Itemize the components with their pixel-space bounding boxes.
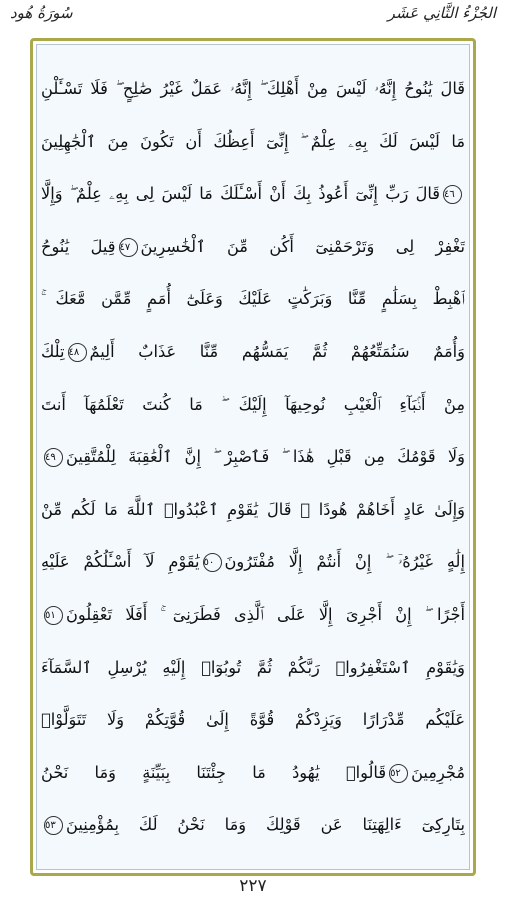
line-text: وَيَٰقَوْمِ ٱسْتَغْفِرُوا۟ رَبَّكُمْ ثُمَّ تُوبُوٓا۟ إِلَيْهِ يُرْسِلِ ٱلسَّمَآءَ <box>41 657 465 677</box>
quran-line <box>41 63 465 116</box>
line-text: مَا لَيْسَ لَكَ بِهِۦ عِلْمٌ ۖ إِنِّىٓ أَعِظُكَ أَن تَكُونَ مِنَ ٱلْجَٰهِلِينَ <box>41 131 465 151</box>
line-text-after: قِيلَ يَٰنُوحُ <box>41 236 116 256</box>
quran-line <box>41 799 465 852</box>
ayah-number-marker: ٤٨ <box>68 343 87 362</box>
ayah-number-marker: ٤٩ <box>44 448 63 467</box>
quran-line <box>41 273 465 326</box>
line-text: قَالَ يَٰنُوحُ إِنَّهُۥ لَيْسَ مِنْ أَهْلِكَ ۖ إِنَّهُۥ عَمَلٌ غَيْرُ صَٰلِحٍ ۖ فَلَا تَسْـَٔلْنِ <box>41 79 465 98</box>
quran-line <box>41 221 465 274</box>
quran-line <box>41 379 465 432</box>
juz-name-header: الجُزْءُ الثَّانِي عَشَر <box>387 4 496 22</box>
ayah-number-marker: ٥١ <box>44 606 63 625</box>
quran-line <box>41 168 465 221</box>
quran-line <box>41 642 465 695</box>
quran-line <box>41 589 465 642</box>
line-text: مِنْ أَنۢبَآءِ ٱلْغَيْبِ نُوحِيهَآ إِلَيْكَ ۖ مَا كُنتَ تَعْلَمُهَآ أَنتَ <box>41 394 465 414</box>
line-text: وَلَا قَوْمُكَ مِن قَبْلِ هَٰذَا ۖ فَٱصْبِرْ ۖ إِنَّ ٱلْعَٰقِبَةَ لِلْمُتَّقِينَ <box>66 447 465 467</box>
line-text: عَلَيْكُم مِّدْرَارًا وَيَزِدْكُمْ قُوَّةً إِلَىٰ قُوَّتِكُمْ وَلَا تَتَوَلَّوْا۟ <box>41 710 465 730</box>
quran-line <box>41 326 465 379</box>
surah-name-header: سُورَةُ هُود <box>10 4 73 22</box>
line-text: بِتَارِكِىٓ ءَالِهَتِنَا عَن قَوْلِكَ وَمَا نَحْنُ لَكَ بِمُؤْمِنِينَ <box>66 815 465 835</box>
line-text: وَإِلَىٰ عَادٍ أَخَاهُمْ هُودًا ۚ قَالَ يَٰقَوْمِ ٱعْبُدُوا۟ ٱللَّهَ مَا لَكُم مِّنْ <box>41 499 465 519</box>
ayah-number-marker: ٥٠ <box>203 553 222 572</box>
line-text-after: تِلْكَ <box>41 341 65 361</box>
ayah-number-marker: ٤٦ <box>443 185 462 204</box>
line-text-after: يَٰقَوْمِ لَآ أَسْـَٔلُكُمْ عَلَيْهِ <box>41 552 200 572</box>
ayah-number-marker: ٤٧ <box>119 238 138 257</box>
line-text: تَغْفِرْ لِى وَتَرْحَمْنِىٓ أَكُن مِّنَ ٱلْخَٰسِرِينَ <box>140 236 465 256</box>
line-text: إِلَٰهٍ غَيْرُهُۥٓ ۖ إِنْ أَنتُمْ إِلَّا مُفْتَرُونَ <box>224 552 465 572</box>
page-frame <box>30 38 476 876</box>
quran-line <box>41 747 465 800</box>
quran-line <box>41 536 465 589</box>
line-text: ٱهْبِطْ بِسَلَٰمٍ مِّنَّا وَبَرَكَٰتٍ عَلَيْكَ وَعَلَىٰٓ أُمَمٍ مِّمَّن مَّعَكَ ۚ <box>41 289 465 309</box>
ayah-number-marker: ٥٣ <box>44 816 63 835</box>
quran-line <box>41 694 465 747</box>
line-text: وَأُمَمٌ سَنُمَتِّعُهُمْ ثُمَّ يَمَسُّهُم مِّنَّا عَذَابٌ أَلِيمٌ <box>89 341 465 361</box>
text-area <box>36 44 470 870</box>
ayah-number-marker: ٥٢ <box>389 764 408 783</box>
page-number: ٢٢٧ <box>239 876 267 896</box>
line-text: أَجْرًا ۖ إِنْ أَجْرِىَ إِلَّا عَلَى ٱلَّذِى فَطَرَنِىٓ ۚ أَفَلَا تَعْقِلُونَ <box>66 604 465 624</box>
quran-line <box>41 116 465 169</box>
quran-line <box>41 484 465 537</box>
line-text: مُجْرِمِينَ <box>411 762 465 782</box>
line-text-after: قَالُوا۟ يَٰهُودُ مَا جِئْتَنَا بِبَيِّنَةٍ وَمَا نَحْنُ <box>41 762 387 782</box>
line-text: قَالَ رَبِّ إِنِّىٓ أَعُوذُ بِكَ أَنْ أَسْـَٔلَكَ مَا لَيْسَ لِى بِهِۦ عِلْمٌ ۖ وَإِلَّا <box>41 184 440 204</box>
quran-line <box>41 431 465 484</box>
